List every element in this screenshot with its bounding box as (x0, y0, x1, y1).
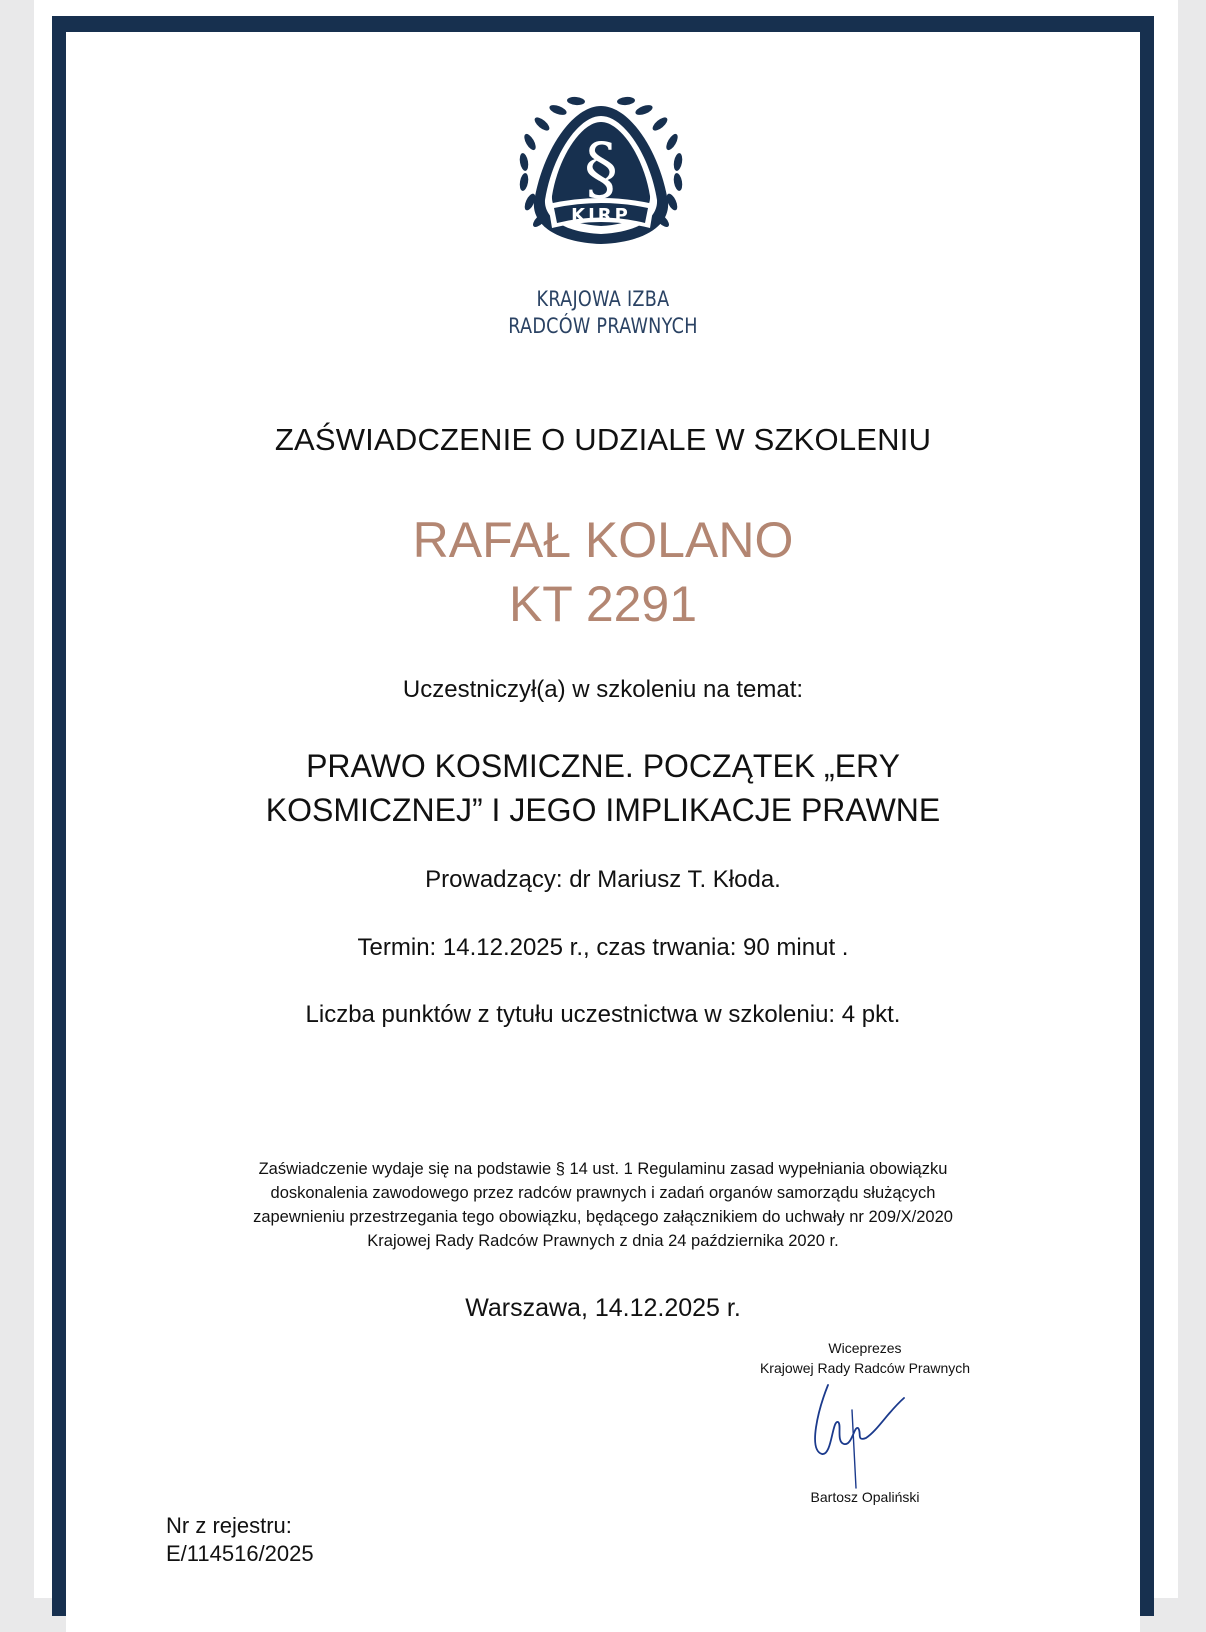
recipient-id: KT 2291 (508, 576, 698, 632)
certificate-body (66, 32, 1140, 1632)
signatory-role-line1: Wiceprezes (828, 1340, 902, 1356)
org-name-line2: RADCÓW PRAWNYCH (508, 314, 698, 338)
participation-text: Uczestniczył(a) w szkoleniu na temat: (402, 676, 804, 703)
legal-line2: doskonalenia zawodowego przez radców prawnych i zadań organów samorządu służących (270, 1184, 936, 1202)
signatory-role (730, 1338, 1000, 1378)
recipient-name: RAFAŁ KOLANO (412, 512, 794, 568)
emblem-paragraph-symbol: § (584, 130, 618, 209)
legal-line3: zapewnieniu przestrzegania tego obowiązku, będącego załącznikiem do uchwały nr 209/X/2020 (253, 1208, 953, 1226)
legal-line1: Zaświadczenie wydaje się na podstawie § 14 ust. 1 Regulaminu zasad wypełniania obowiązku (258, 1160, 948, 1178)
signatory-name: Bartosz Opaliński (810, 1489, 920, 1505)
registry-label: Nr z rejestru: (166, 1513, 292, 1538)
emblem-kirp-text: KIRP (571, 205, 631, 226)
place-date: Warszawa, 14.12.2025 r. (465, 1294, 741, 1322)
legal-line4: Krajowej Rady Radców Prawnych z dnia 24 października 2020 r. (367, 1232, 839, 1250)
legal-basis (190, 1157, 1016, 1253)
topic-line2: KOSMICZNEJ” I JEGO IMPLIKACJE PRAWNE (265, 792, 941, 828)
topic-line1: PRAWO KOSMICZNE. POCZĄTEK „ERY (306, 748, 900, 784)
certificate-title: ZAŚWIADCZENIE O UDZIALE W SZKOLENIU (274, 422, 932, 457)
org-name-line1: KRAJOWA IZBA (536, 287, 670, 311)
schedule-text: Termin: 14.12.2025 r., czas trwania: 90 minut . (357, 934, 849, 961)
points-text: Liczba punktów z tytułu uczestnictwa w szkoleniu: 4 pkt. (305, 1001, 901, 1028)
kirp-emblem-icon (510, 92, 692, 262)
instructor-text: Prowadzący: dr Mariusz T. Kłoda. (425, 866, 781, 893)
registry-number: E/114516/2025 (166, 1541, 314, 1566)
signature-icon (808, 1380, 928, 1490)
training-topic (66, 744, 1140, 832)
signatory-role-line2: Krajowej Rady Radców Prawnych (759, 1360, 971, 1376)
